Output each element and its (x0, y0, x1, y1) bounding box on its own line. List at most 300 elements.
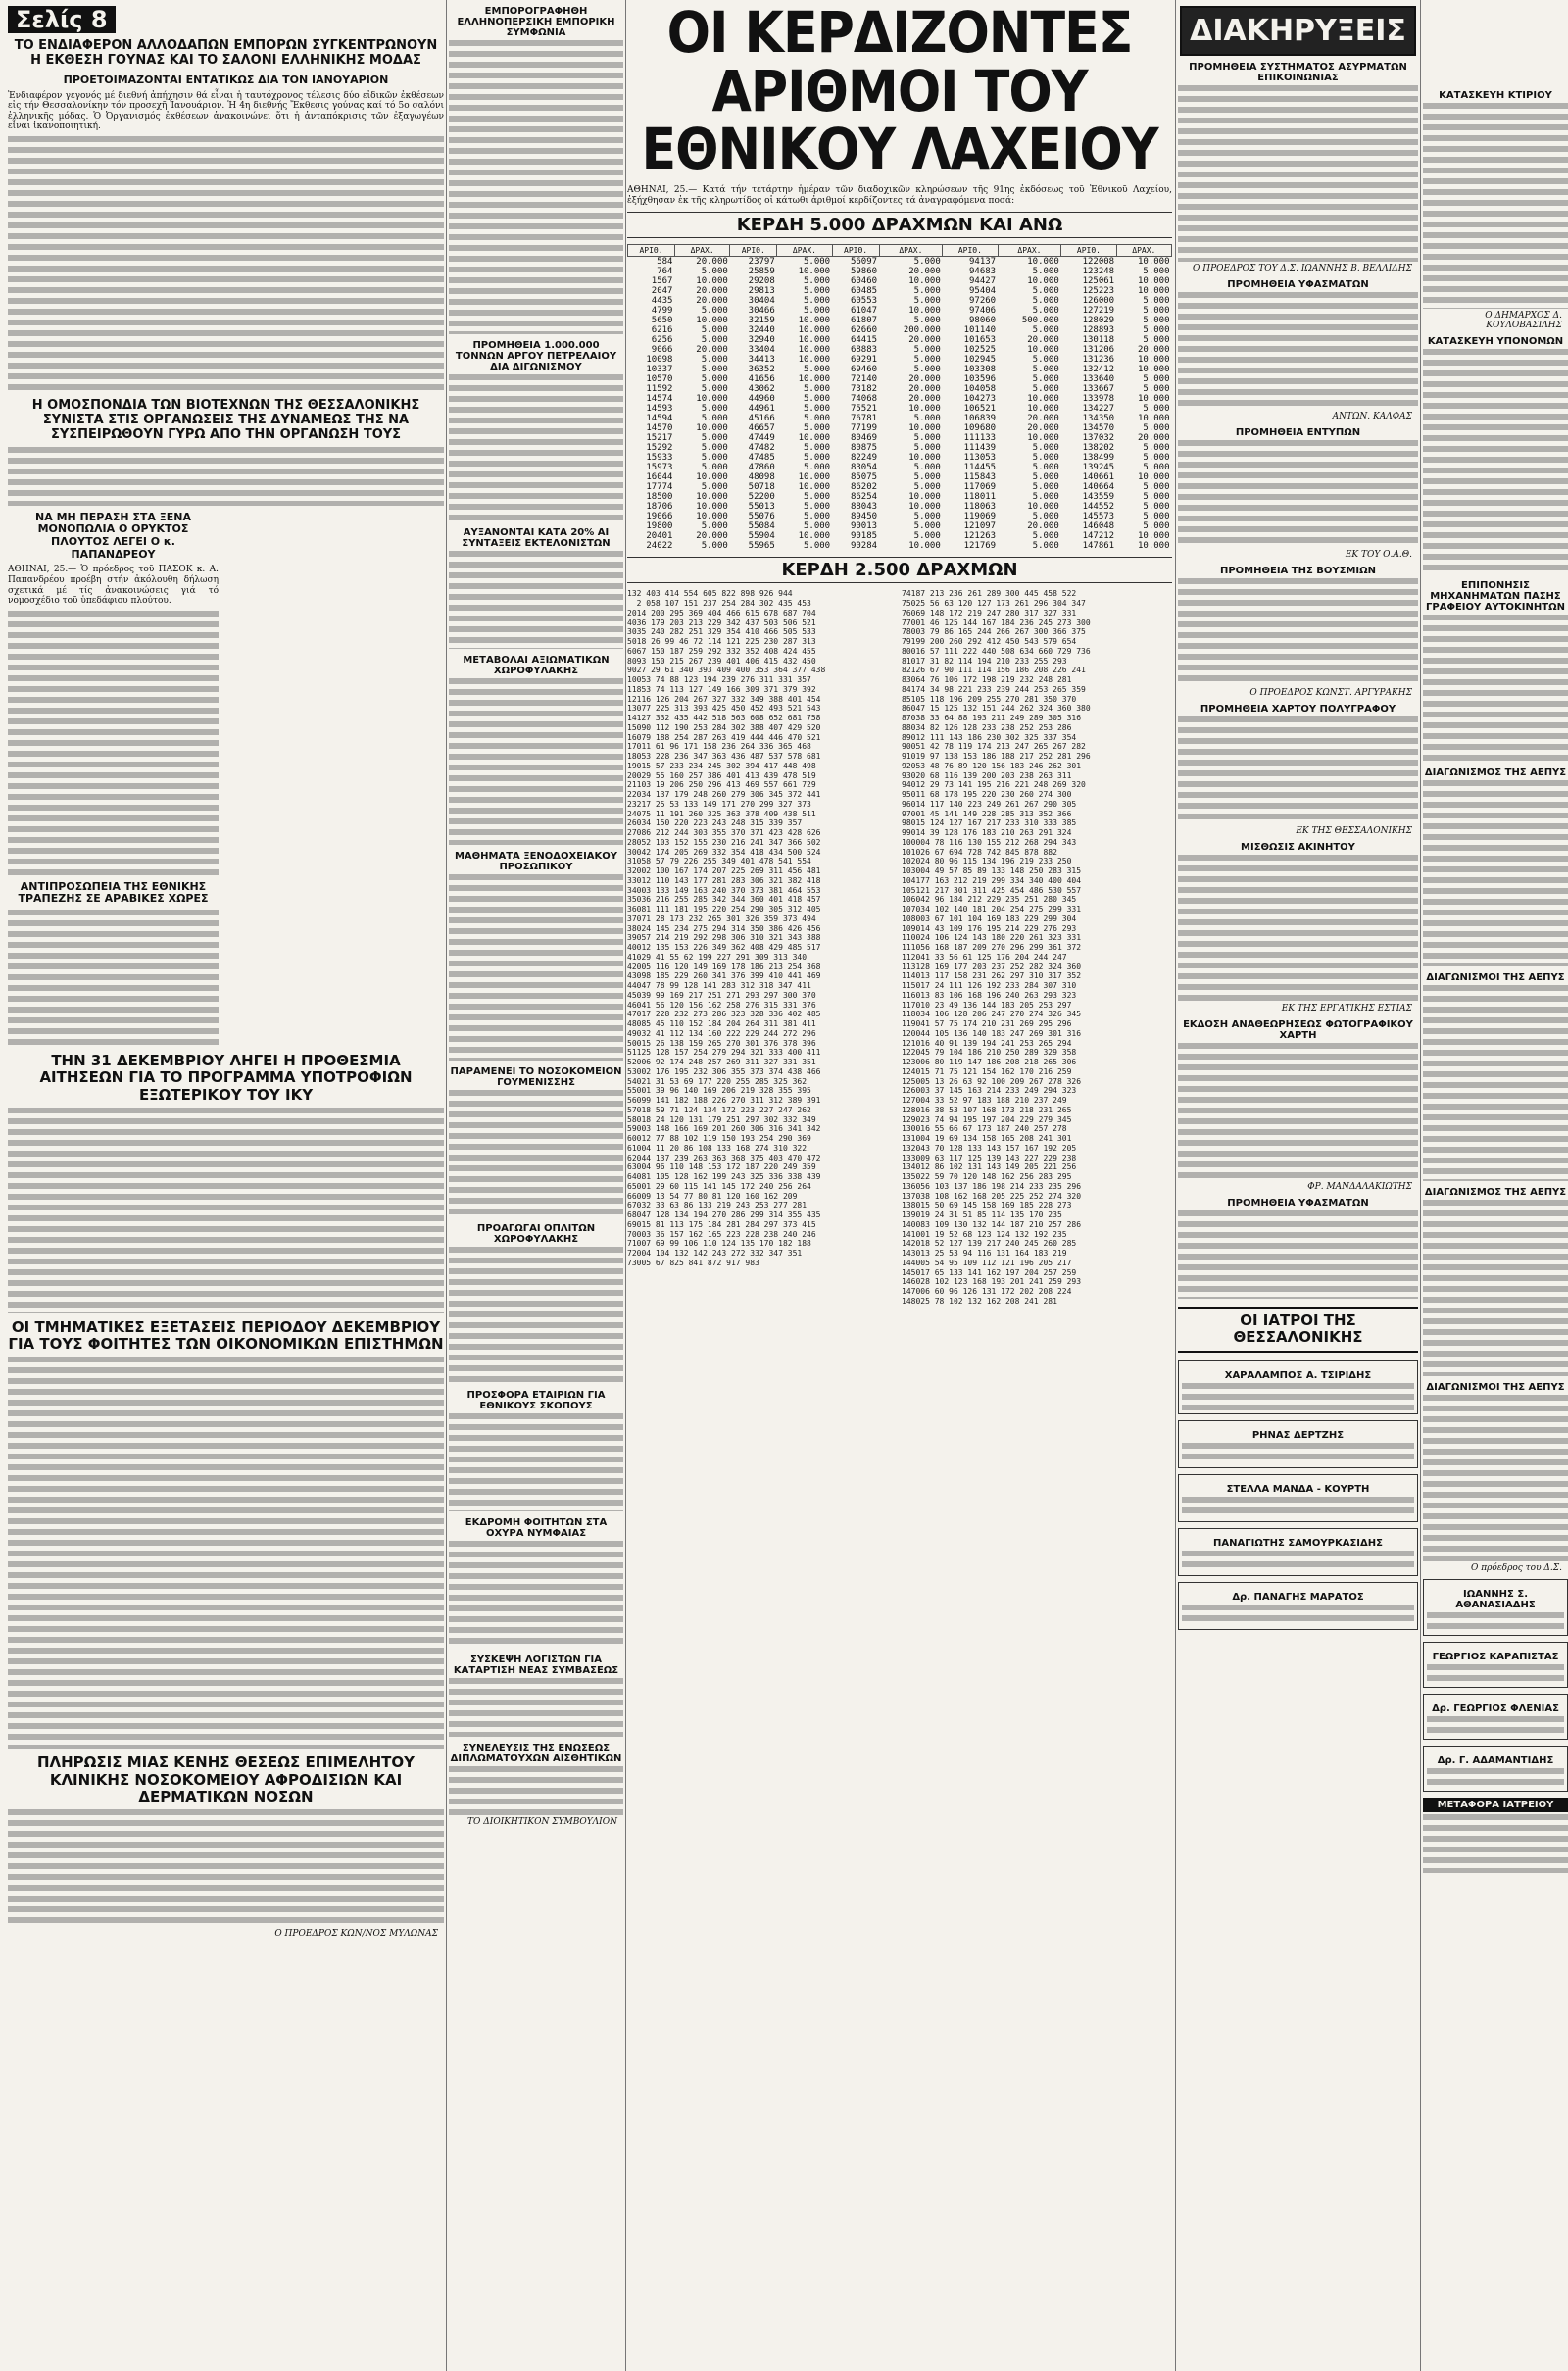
notice-machines-headline: ΕΠΙΠΟΝΗΣΙΣ ΜΗΧΑΝΗΜΑΤΩΝ ΠΑΣΗΣ ΓΡΑΦΕΙΟΥ ΑΥΤΟΚΙΝΗΤΩΝ (1426, 580, 1565, 613)
doctor-listing (1423, 1642, 1568, 1688)
table-cell: 20.000 (696, 531, 728, 542)
table-cell: 126000 (1082, 296, 1115, 307)
table-cell: 97406 (968, 306, 997, 317)
aepys-tender-3-body (1423, 1200, 1568, 1376)
aepys-tender-4-signature: Ο πρόεδρος του Δ.Σ. (1470, 1563, 1562, 1573)
clinic-position-article (8, 1809, 444, 1927)
notice-vousmion-signature: Ο ΠΡΟΕΔΡΟΣ ΚΩΝΣΤ. ΑΡΓΥΡΑΚΗΣ (1250, 688, 1412, 698)
table-cell: 5.000 (804, 502, 831, 513)
doctor-listing (1178, 1528, 1418, 1576)
table-cell: 32440 (748, 325, 775, 336)
notice-fabrics-body (1178, 292, 1418, 410)
table-cell: 5.000 (1032, 512, 1059, 522)
table-cell: 30466 (748, 306, 775, 317)
table-cell: 106839 (963, 414, 997, 424)
table-row (628, 267, 1172, 276)
clinic-position-headline: ΠΛΗΡΩΣΙΣ ΜΙΑΣ ΚΕΝΗΣ ΘΕΣΕΩΣ ΕΠΙΜΕΛΗΤΟΥ ΚΛΙΝΙΚΗΣ ΝΟΣΟΚΟΜΕΙΟΥ ΑΦΡΟΔΙΣΙΩΝ ΚΑΙ ΔΕΡΜΑΤΙΚΩΝ ΝΟΣΩΝ (36, 1754, 416, 1805)
table-cell: 5.000 (913, 365, 941, 375)
table-cell: 62660 (850, 325, 878, 336)
table-cell: 20.000 (696, 345, 728, 356)
table-cell: 10098 (646, 355, 673, 366)
table-cell: 48098 (748, 472, 775, 483)
table-cell: 10.000 (908, 453, 941, 464)
table-cell: 147861 (1082, 541, 1115, 552)
table-cell: 23797 (748, 257, 775, 268)
national-bank-headline: ΑΝΤΙΠΡΟΣΩΠΕΙΑ ΤΗΣ ΕΘΝΙΚΗΣ ΤΡΑΠΕΖΗΣ ΣΕ ΑΡΑΒΙΚΕΣ ΧΩΡΕΣ (18, 879, 209, 906)
table-cell: 95404 (968, 286, 997, 297)
table-cell: 5.000 (701, 335, 728, 346)
federation-article (8, 447, 444, 506)
table-cell: 5.000 (913, 345, 941, 356)
table-cell: 115843 (963, 472, 997, 483)
lesser-winnings-left: 132 403 414 554 605 822 898 926 944 2 058 107 151 237 254 284 302 435 453 2014 200 295 369 404 466 615 678 687 704 4036 179 203 213 229 342 437 503 506 521 3035 240 282 251 329 354 410 466 505 533 5018 26 99 46 72 114 121 225 230 287 313 6067 150 187 259 292 332 352 408 424 455 8093 150 215 267 239 401 406 415 432 450 9027 29 61 340 393 409 400 353 364 377 438 10053 74 88 123 194 239 276 311 331 357 11853 74 113 127 149 166 309 371 379 392 12116 126 204 267 327 332 349 388 401 454 13077 225 313 393 425 450 452 493 521 543 14127 332 435 442 518 563 608 652 681 758 15090 112 190 253 284 302 388 407 429 520 16079 188 254 287 263 419 444 446 470 521 17011 61 96 171 158 236 264 336 365 468 18053 228 236 347 363 436 487 537 578 681 19015 57 233 234 245 302 394 417 448 498 20029 55 160 257 386 401 413 439 478 519 21103 19 206 250 296 413 469 557 661 729 22034 137 179 248 260 279 306 345 372 441 23217 25 53 133 149 171 270 299 327 373 24075 11 191 260 325 363 378 409 438 511 26034 150 220 223 243 248 315 339 357 27086 212 244 303 355 370 371 423 428 626 28052 103 152 155 230 216 241 347 366 502 30042 174 205 269 332 354 418 434 500 524 31058 57 79 226 255 349 401 478 541 554 32002 100 167 174 207 225 269 311 456 481 33012 110 143 177 281 283 306 321 382 418 34003 133 149 163 240 370 373 381 464 553 35036 216 255 285 342 344 360 401 418 457 36081 111 181 195 220 254 290 305 312 405 37071 28 173 232 265 301 326 359 373 494 38024 145 234 275 294 314 350 386 426 456 39057 214 219 292 298 306 310 321 343 388 40012 135 153 226 349 362 408 429 485 517 41029 41 55 62 199 227 291 309 313 340 42005 116 120 149 169 178 186 213 254 368 43098 185 229 260 341 376 399 410 441 469 44047 78 99 128 141 283 312 318 347 411 45039 99 169 217 251 271 293 297 300 370 46041 56 120 156 162 258 276 315 331 376 47017 228 232 273 286 323 328 336 402 485 48085 45 110 152 184 204 264 311 381 411 49032 41 112 134 160 222 229 244 272 296 50015 26 138 159 265 270 301 376 378 396 51125 128 157 254 279 294 321 333 400 411 52006 92 174 248 257 269 311 327 331 351 53002 176 195 232 306 355 373 374 438 466 54021 31 53 69 177 220 255 285 325 362 55001 39 96 140 169 206 219 328 355 395 56099 141 182 188 226 270 311 312 389 391 57018 59 71 124 134 172 223 227 247 262 58018 24 120 131 179 251 297 302 332 349 59003 148 166 169 201 260 306 316 341 342 60012 77 88 102 119 150 193 254 290 369 61004 11 20 86 108 133 168 274 310 322 62044 137 239 263 363 368 375 403 470 472 63004 96 110 148 153 172 187 220 249 359 64081 105 128 162 199 243 325 336 338 439 65001 29 60 115 141 145 172 240 256 264 66009 13 54 77 80 81 120 160 162 209 67032 33 63 86 133 219 243 253 277 281 68047 128 134 194 270 286 299 314 355 435 69015 81 113 175 184 281 284 297 373 415 70003 36 157 162 165 223 228 238 240 246 71007 69 99 106 110 124 135 170 182 188 72004 104 132 142 243 272 332 347 351 73005 67 825 841 872 917 983 (627, 589, 826, 1267)
pensions-headline: ΑΥΞΑΝΟΝΤΑΙ ΚΑΤΑ 20% ΑΙ ΣΥΝΤΑΞΕΙΣ ΕΚΤΕΛΟΝΙΣΤΩΝ (462, 527, 611, 549)
column-rule (1420, 0, 1421, 2371)
table-cell: 121769 (963, 541, 997, 552)
table-cell: 133978 (1082, 394, 1115, 405)
table-cell: 10.000 (1137, 365, 1170, 375)
notice-paper-signature: ΕΚ ΤΗΣ ΘΕΣΣΑΛΟΝΙΚΗΣ (1296, 826, 1412, 836)
table-cell: 5.000 (804, 404, 831, 415)
notices-banner: ΔΙΑΚΗΡΥΞΕΙΣ (1180, 6, 1416, 56)
doctor-details (1182, 1551, 1414, 1572)
column-header: ΑΡΙΘ. (943, 245, 998, 257)
doctor-name: Δρ. ΓΕΩΡΓΙΟΣ ΦΛΕΝΙΑΣ (1432, 1704, 1559, 1714)
doctor-details (1427, 1768, 1564, 1788)
column-header: ΑΡΙΘ. (628, 245, 675, 257)
table-cell: 47449 (748, 433, 775, 444)
table-cell: 15292 (646, 443, 673, 454)
table-cell: 10.000 (1137, 414, 1170, 424)
notice-vousmion-headline: ΠΡΟΜΗΘΕΙΑ ΤΗΣ ΒΟΥΣΜΙΩΝ (1219, 566, 1377, 576)
doctor-details (1182, 1383, 1414, 1410)
doctor-details (1427, 1716, 1564, 1736)
table-cell: 102525 (963, 345, 997, 356)
table-cell: 45166 (748, 414, 775, 424)
doctor-name: ΙΩΑΝΝΗΣ Σ. ΑΘΑΝΑΣΙΑΔΗΣ (1455, 1589, 1536, 1610)
table-cell: 5.000 (1032, 286, 1059, 297)
table-cell: 59860 (850, 267, 878, 277)
column-second (449, 0, 623, 2371)
mineral-wealth-headline: ΝΑ ΜΗ ΠΕΡΑΣΗ ΣΤΑ ΞΕΝΑ ΜΟΝΟΠΩΛΙΑ Ο ΟΡΥΚΤΟΣ ΠΛΟΥΤΟΣ ΛΕΓΕΙ Ο κ. ΠΑΠΑΝΔΡΕΟΥ (35, 510, 191, 561)
doctor-listing (1423, 1746, 1568, 1792)
lottery-intro: ΑΘΗΝΑΙ, 25.— Κατά τήν τετάρτην ἡμέραν τῶν διαδοχικῶν κληρώσεων τῆς 91ης ἐκδόσεως τοῦ Ἐθνικοῦ Λαχείου, ἐξήχθησαν ἐκ τῆς κληρωτίδος οἱ κάτωθι ἀριθμοί κερδίζοντες τά ἀναγραφόμενα ποσά: (627, 185, 1172, 206)
notice-radio-signature: Ο ΠΡΟΕΔΡΟΣ ΤΟΥ Δ.Σ. ΙΩΑΝΝΗΣ Β. ΒΕΛΛΙΔΗΣ (1192, 264, 1412, 273)
table-cell: 114455 (963, 463, 997, 473)
table-cell: 10.000 (1027, 404, 1059, 415)
table-cell: 134570 (1082, 423, 1115, 434)
table-cell: 5.000 (1032, 443, 1059, 454)
notice-machines-body (1423, 615, 1568, 762)
table-cell: 5.000 (1143, 492, 1170, 503)
table-cell: 46657 (748, 423, 775, 434)
aepys-tender-4-headline: ΔΙΑΓΩΝΙΣΜΟΙ ΤΗΣ ΑΕΠΥΣ (1426, 1382, 1565, 1393)
table-cell: 10.000 (1027, 394, 1059, 405)
table-cell: 5.000 (804, 394, 831, 405)
table-cell: 18500 (646, 492, 673, 503)
crude-oil-article (449, 374, 623, 521)
table-row (628, 365, 1172, 374)
winning-numbers-table (627, 244, 1172, 551)
student-trip-headline: ΕΚΔΡΟΜΗ ΦΟΙΤΗΤΩΝ ΣΤΑ ΟΧΥΡΑ ΝΥΜΦΑΙΑΣ (465, 1517, 608, 1539)
table-cell: 5.000 (804, 463, 831, 473)
table-cell: 94427 (968, 276, 997, 287)
doctor-details (1182, 1605, 1414, 1626)
table-cell: 80875 (850, 443, 878, 454)
table-cell: 5.000 (1143, 423, 1170, 434)
table-cell: 10.000 (798, 433, 831, 444)
table-cell: 500.000 (1021, 316, 1059, 326)
table-cell: 5.000 (913, 316, 941, 326)
table-cell: 5.000 (1143, 384, 1170, 395)
table-cell: 15973 (646, 463, 673, 473)
table-cell: 5.000 (701, 521, 728, 532)
table-cell: 10.000 (1137, 257, 1170, 268)
table-cell: 41656 (748, 374, 775, 385)
table-cell: 55904 (748, 531, 775, 542)
table-cell: 10.000 (1137, 541, 1170, 552)
lead-article-continuation (8, 136, 444, 393)
doctor-listing (1178, 1360, 1418, 1414)
doctor-details (1427, 1612, 1564, 1632)
table-cell: 5.000 (1143, 482, 1170, 493)
table-cell: 6256 (651, 335, 673, 346)
column-header: ΔΡΑΧ. (674, 245, 729, 257)
table-cell: 5.000 (1143, 296, 1170, 307)
table-cell: 133640 (1082, 374, 1115, 385)
table-cell: 125061 (1082, 276, 1115, 287)
table-cell: 111439 (963, 443, 997, 454)
table-cell: 5.000 (701, 433, 728, 444)
table-row (628, 306, 1172, 316)
table-cell: 44961 (748, 404, 775, 415)
table-row (628, 512, 1172, 521)
table-cell: 5.000 (913, 443, 941, 454)
table-cell: 73182 (850, 384, 878, 395)
table-cell: 60485 (850, 286, 878, 297)
column-rule (625, 0, 626, 2371)
band-2500: ΚΕΡΔΗ 2.500 ΔΡΑΧΜΩΝ (627, 557, 1172, 583)
table-cell: 4799 (651, 306, 673, 317)
table-cell: 5.000 (701, 541, 728, 552)
table-cell: 137032 (1082, 433, 1115, 444)
table-cell: 32159 (748, 316, 775, 326)
table-cell: 5.000 (701, 306, 728, 317)
table-cell: 5.000 (913, 433, 941, 444)
clinic-transfer-headline: ΜΕΤΑΦΟΡΑ ΙΑΤΡΕΙΟΥ (1423, 1798, 1568, 1812)
table-cell: 20401 (646, 531, 673, 542)
table-cell: 30404 (748, 296, 775, 307)
table-cell: 20.000 (908, 267, 941, 277)
table-cell: 20.000 (908, 384, 941, 395)
lesser-winnings (627, 589, 1172, 2118)
table-row (628, 433, 1172, 443)
table-cell: 72140 (850, 374, 878, 385)
table-cell: 5.000 (701, 482, 728, 493)
table-body (628, 257, 1172, 552)
right-column (1423, 0, 1568, 2371)
table-cell: 5650 (651, 316, 673, 326)
table-cell: 5.000 (804, 512, 831, 522)
table-cell: 68883 (850, 345, 878, 356)
promotions-article (449, 1247, 623, 1384)
table-cell: 103308 (963, 365, 997, 375)
table-cell: 5.000 (1143, 306, 1170, 317)
table-cell: 140664 (1082, 482, 1115, 493)
table-cell: 5.000 (804, 276, 831, 287)
table-cell: 55013 (748, 502, 775, 513)
table-cell: 140661 (1082, 472, 1115, 483)
aepys-tender-2-headline: ΔΙΑΓΩΝΙΣΜΟΙ ΤΗΣ ΑΕΠΥΣ (1426, 972, 1565, 983)
table-cell: 5.000 (1032, 492, 1059, 503)
table-cell: 5.000 (913, 512, 941, 522)
federation-headline: Η ΟΜΟΣΠΟΝΔΙΑ ΤΩΝ ΒΙΟΤΕΧΝΩΝ ΤΗΣ ΘΕΣΣΑΛΟΝΙΚΗΣ ΣΥΝΙΣΤΑ ΣΤΙΣ ΟΡΓΑΝΩΣΕΙΣ ΤΗΣ ΔΥΝΑΜΕΩΣ ΤΗΣ ΝΑ ΣΥΣΠΕΙΡΩΘΟΥΝ ΓΥΡΩ ΑΠΟ ΤΗΝ ΟΡΓΑΝΩΣΗ ΤΟΥΣ (31, 397, 420, 442)
doctor-listing (1423, 1579, 1568, 1636)
table-cell: 55965 (748, 541, 775, 552)
notice-sewers-headline: ΚΑΤΑΣΚΕΥΗ ΥΠΟΝΟΜΩΝ (1427, 336, 1564, 347)
table-cell: 34413 (748, 355, 775, 366)
trade-agreement-headline: ΕΜΠΟΡΟΓΡΑΦΗΘΗ ΕΛΛΗΝΟΠΕΡΣΙΚΗ ΕΜΠΟΡΙΚΗ ΣΥΜΦΩΝΙΑ (457, 6, 615, 38)
table-row (628, 492, 1172, 502)
lead-subheadline: ΠΡΟΕΤΟΙΜΑΖΟΝΤΑΙ ΕΝΤΑΤΙΚΩΣ ΔΙΑ ΤΟΝ ΙΑΝΟΥΑΡΙΟΝ (63, 73, 389, 86)
table-cell: 5.000 (1143, 521, 1170, 532)
table-cell: 10.000 (1027, 502, 1059, 513)
table-cell: 5.000 (1143, 335, 1170, 346)
table-cell: 36352 (748, 365, 775, 375)
scholarships-article (8, 1108, 444, 1313)
table-cell: 10.000 (908, 502, 941, 513)
table-cell: 200.000 (903, 325, 941, 336)
table-cell: 5.000 (1032, 296, 1059, 307)
table-cell: 5.000 (804, 384, 831, 395)
table-cell: 5.000 (701, 267, 728, 277)
table-cell: 146048 (1082, 521, 1115, 532)
table-row (628, 394, 1172, 404)
gendarmerie-changes-article (449, 678, 623, 845)
hotel-staff-headline: ΜΑΘΗΜΑΤΑ ΞΕΝΟΔΟΧΕΙΑΚΟΥ ΠΡΟΣΩΠΙΚΟΥ (454, 851, 618, 872)
table-cell: 125223 (1082, 286, 1115, 297)
table-cell: 43062 (748, 384, 775, 395)
table-cell: 584 (657, 257, 673, 268)
table-cell: 4435 (651, 296, 673, 307)
table-cell: 20.000 (908, 394, 941, 405)
pensions-article (449, 551, 623, 649)
table-cell: 15933 (646, 453, 673, 464)
table-cell: 5.000 (701, 374, 728, 385)
table-row (628, 414, 1172, 423)
table-cell: 14594 (646, 414, 673, 424)
table-cell: 14574 (646, 394, 673, 405)
table-cell: 11592 (646, 384, 673, 395)
beauticians-headline: ΣΥΝΕΛΕΥΣΙΣ ΤΗΣ ΕΝΩΣΕΩΣ ΔΙΠΛΩΜΑΤΟΥΧΩΝ ΑΙΣΘΗΤΙΚΩΝ (450, 1743, 622, 1764)
table-cell: 10.000 (908, 404, 941, 415)
notice-forms-signature: ΕΚ ΤΟΥ Ο.Α.Θ. (1345, 550, 1412, 560)
donations-article (449, 1413, 623, 1511)
table-cell: 5.000 (804, 423, 831, 434)
table-cell: 5.000 (1143, 502, 1170, 513)
table-cell: 47860 (748, 463, 775, 473)
column-header: ΑΡΙΘ. (1061, 245, 1116, 257)
table-cell: 19800 (646, 521, 673, 532)
table-cell: 128029 (1082, 316, 1115, 326)
table-cell: 90185 (850, 531, 878, 542)
notice-radio-body (1178, 85, 1418, 262)
crude-oil-headline: ΠΡΟΜΗΘΕΙΑ 1.000.000 ΤΟΝΝΩΝ ΑΡΓΟΥ ΠΕΤΡΕΛΑΙΟΥ ΔΙΑ ΔΙΓΩΝΙΣΜΟΥ (455, 340, 617, 372)
table-cell: 10.000 (696, 472, 728, 483)
table-cell: 10337 (646, 365, 673, 375)
notice-building-headline: ΚΑΤΑΣΚΕΥΗ ΚΤΙΡΙΟΥ (1439, 90, 1552, 101)
doctor-name: ΣΤΕΛΛΑ ΜΑΝΔΑ - ΚΟΥΡΤΗ (1226, 1483, 1370, 1495)
table-cell: 139245 (1082, 463, 1115, 473)
notice-lease-headline: ΜΙΣΘΩΣΙΣ ΑΚΙΝΗΤΟΥ (1241, 842, 1355, 853)
table-cell: 121263 (963, 531, 997, 542)
table-cell: 1567 (651, 276, 673, 287)
hotel-staff-article (449, 874, 623, 1061)
table-cell: 98060 (968, 316, 997, 326)
table-cell: 10.000 (696, 512, 728, 522)
table-cell: 134350 (1082, 414, 1115, 424)
table-cell: 5.000 (1032, 267, 1059, 277)
table-cell: 29813 (748, 286, 775, 297)
table-cell: 5.000 (913, 355, 941, 366)
table-cell: 5.000 (804, 521, 831, 532)
table-cell: 83054 (850, 463, 878, 473)
column-rule (1175, 0, 1176, 2371)
table-cell: 76781 (850, 414, 878, 424)
table-cell: 138202 (1082, 443, 1115, 454)
table-row (628, 463, 1172, 472)
donations-headline: ΠΡΟΣΦΟΡΑ ΕΤΑΙΡΙΩΝ ΓΙΑ ΕΘΝΙΚΟΥΣ ΣΚΟΠΟΥΣ (466, 1390, 606, 1411)
table-cell: 80469 (850, 433, 878, 444)
table-cell: 5.000 (1143, 404, 1170, 415)
table-cell: 15217 (646, 433, 673, 444)
aepys-tender-2-body (1423, 985, 1568, 1181)
table-row (628, 355, 1172, 365)
table-cell: 5.000 (1143, 325, 1170, 336)
hospital-article (449, 1090, 623, 1217)
table-cell: 145573 (1082, 512, 1115, 522)
table-cell: 88043 (850, 502, 878, 513)
table-cell: 20.000 (1027, 335, 1059, 346)
table-cell: 10.000 (1137, 531, 1170, 542)
table-cell: 5.000 (804, 257, 831, 268)
doctors-headline: ΟΙ ΙΑΤΡΟΙ ΤΗΣ ΘΕΣΣΑΛΟΝΙΚΗΣ (1178, 1307, 1418, 1353)
table-cell: 14593 (646, 404, 673, 415)
notices-column (1178, 0, 1418, 2371)
table-row (628, 374, 1172, 384)
doctor-name: Δρ. Γ. ΑΔΑΜΑΝΤΙΔΗΣ (1437, 1755, 1554, 1766)
table-cell: 5.000 (701, 463, 728, 473)
doctor-name: ΡΗΝΑΣ ΔΕΡΤΖΗΣ (1251, 1429, 1345, 1441)
table-row (628, 482, 1172, 492)
table-cell: 20.000 (1137, 345, 1170, 356)
table-cell: 10.000 (798, 267, 831, 277)
table-cell: 82249 (850, 453, 878, 464)
doctor-listing (1423, 1694, 1568, 1740)
lead-article-body: Ἐνδιαφέρον γεγονός μέ διεθνή ἀπήχησιν θά εἶναι ἡ ταυτόχρονος τέλεσις δύο εἰδικῶν ἐκθέσεων εἰς τήν Θεσσαλονίκην τόν προσεχῆ Ἰανουάριον. Ἡ 4η διεθνής Ἔκθεσις γούνας καί τό 5ο σαλόνι ἑλληνικῆς μόδας. Ὁ Ὀργανισμός ἐκθέσεων ἀνακοινώνει ὅτι ἡ ἀνταπόκρισις τῶν ἐξαγωγέων εἶναι ἱκανοποιητική. (8, 90, 444, 132)
mineral-wealth-continuation (8, 611, 219, 875)
table-cell: 5.000 (913, 482, 941, 493)
table-cell: 5.000 (913, 463, 941, 473)
table-cell: 5.000 (1143, 512, 1170, 522)
table-cell: 102945 (963, 355, 997, 366)
notice-fabrics-signature: ΑΝΤΩΝ. ΚΑΛΦΑΣ (1332, 412, 1412, 421)
column-left (8, 0, 444, 2371)
table-cell: 10.000 (696, 492, 728, 503)
table-cell: 104273 (963, 394, 997, 405)
table-row (628, 384, 1172, 394)
table-cell: 89450 (850, 512, 878, 522)
table-cell: 5.000 (913, 286, 941, 297)
table-cell: 20.000 (908, 374, 941, 385)
table-cell: 10.000 (1027, 433, 1059, 444)
gendarmerie-changes-headline: ΜΕΤΑΒΟΛΑΙ ΑΞΙΩΜΑΤΙΚΩΝ ΧΩΡΟΦΥΛΑΚΗΣ (463, 655, 610, 676)
table-cell: 127219 (1082, 306, 1115, 317)
table-cell: 47485 (748, 453, 775, 464)
table-cell: 20.000 (1027, 423, 1059, 434)
table-cell: 5.000 (701, 365, 728, 375)
table-cell: 10.000 (1137, 276, 1170, 287)
table-header-row (628, 245, 1172, 257)
accountants-article (449, 1678, 623, 1737)
table-cell: 90284 (850, 541, 878, 552)
table-cell: 20.000 (1027, 521, 1059, 532)
table-cell: 20.000 (696, 286, 728, 297)
table-cell: 97260 (968, 296, 997, 307)
table-cell: 131206 (1082, 345, 1115, 356)
table-cell: 106521 (963, 404, 997, 415)
doctor-listing (1178, 1474, 1418, 1522)
table-cell: 90013 (850, 521, 878, 532)
table-cell: 103596 (963, 374, 997, 385)
table-cell: 50718 (748, 482, 775, 493)
table-cell: 94137 (968, 257, 997, 268)
doctor-details (1182, 1443, 1414, 1464)
doctor-details (1427, 1664, 1564, 1684)
table-cell: 109680 (963, 423, 997, 434)
beauticians-article (449, 1766, 623, 1815)
doctor-name: ΠΑΝΑΓΙΩΤΗΣ ΣΑΜΟΥΡΚΑΣΙΔΗΣ (1213, 1537, 1383, 1549)
table-cell: 10.000 (798, 374, 831, 385)
table-cell: 10.000 (1137, 472, 1170, 483)
table-cell: 5.000 (1032, 453, 1059, 464)
doctor-name: ΓΕΩΡΓΙΟΣ ΚΑΡΑΠΙΣΤΑΣ (1432, 1652, 1559, 1662)
table-cell: 5.000 (1032, 384, 1059, 395)
table-cell: 18706 (646, 502, 673, 513)
table-cell: 130118 (1082, 335, 1115, 346)
notice-lease-signature: ΕΚ ΤΗΣ ΕΡΓΑΤΙΚΗΣ ΕΣΤΙΑΣ (1281, 1004, 1412, 1013)
promotions-headline: ΠΡΟΑΓΩΓΑΙ ΟΠΛΙΤΩΝ ΧΩΡΟΦΥΛΑΚΗΣ (476, 1223, 596, 1245)
table-cell: 10.000 (798, 335, 831, 346)
table-cell: 10.000 (908, 492, 941, 503)
scholarships-headline: ΤΗΝ 31 ΔΕΚΕΜΒΡΙΟΥ ΛΗΓΕΙ Η ΠΡΟΘΕΣΜΙΑ ΑΙΤΗΣΕΩΝ ΓΙΑ ΤΟ ΠΡΟΓΡΑΜΜΑ ΥΠΟΤΡΟΦΙΩΝ ΕΞΩΤΕΡΙΚΟΥ ΤΟΥ ΙΚΥ (39, 1052, 413, 1104)
table-cell: 144552 (1082, 502, 1115, 513)
column-header: ΑΡΙΘ. (730, 245, 777, 257)
table-cell: 5.000 (1032, 482, 1059, 493)
table-cell: 5.000 (1032, 472, 1059, 483)
table-cell: 29208 (748, 276, 775, 287)
table-cell: 5.000 (1032, 355, 1059, 366)
aepys-tender-1-body (1423, 780, 1568, 966)
table-cell: 10.000 (1027, 257, 1059, 268)
table-cell: 5.000 (1032, 541, 1059, 552)
table-cell: 5.000 (913, 414, 941, 424)
table-cell: 131236 (1082, 355, 1115, 366)
table-cell: 20.000 (1137, 433, 1170, 444)
table-cell: 33404 (748, 345, 775, 356)
table-row (628, 453, 1172, 463)
table-cell: 74068 (850, 394, 878, 405)
